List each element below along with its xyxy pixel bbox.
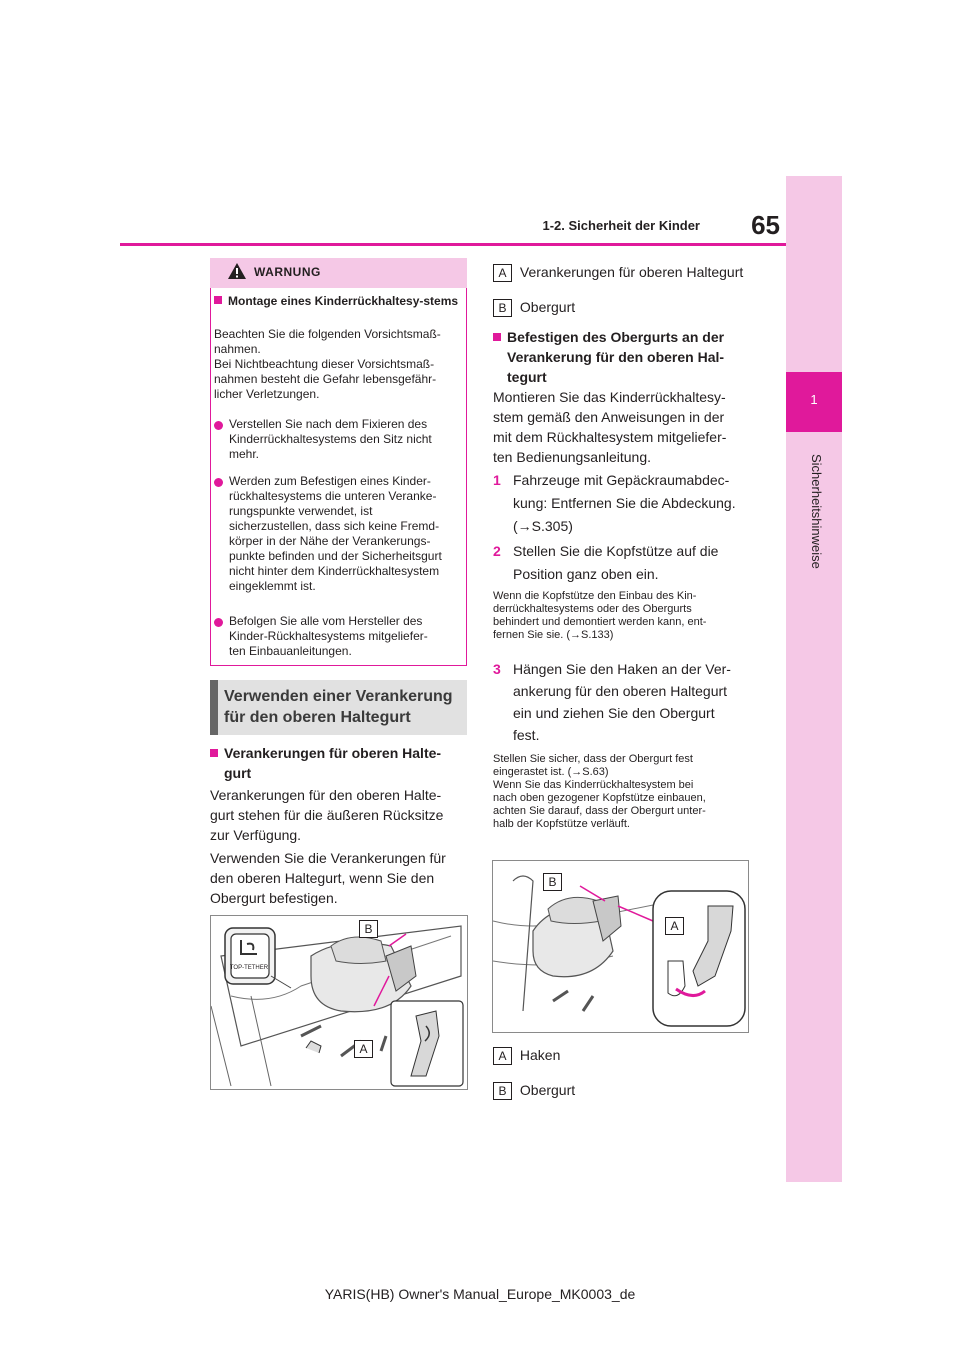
top-tether-icon-label: TOP-TETHER — [229, 965, 269, 971]
legend-item-a: A Verankerungen für oberen Haltegurt — [493, 262, 763, 282]
left-subhead: Verankerungen für oberen Halte- gurt — [210, 743, 470, 783]
warning-bullet-3: Befolgen Sie alle vom Hersteller des Kinder-Rückhaltesystems mitgeliefer- ten Einbauanleitungen. — [229, 614, 428, 658]
right-subhead: Befestigen des Obergurts an der Verankerung für den oberen Hal- tegurt — [493, 327, 765, 387]
step-3-note: Stellen Sie sicher, dass der Obergurt fest eingerastet ist. (→S.63) Wenn Sie das Kinderrückhaltesystem bei nach oben gezogener Kopfstütze einbauen, achten Sie darauf, dass der Obergurt unter- halb der Kopfstütze verläuft. — [493, 753, 706, 830]
warning-triangle-icon — [227, 262, 247, 280]
chapter-number: 1 — [810, 392, 818, 407]
step-3: 3 Hängen Sie den Haken an der Ver- ankerung für den oberen Haltegurt ein und ziehen Sie den Obergurt fest. — [493, 658, 765, 746]
figure-label-b: B — [543, 873, 562, 891]
warning-bullet-1: Verstellen Sie nach dem Fixieren des Kinderrückhaltesystems den Sitz nicht mehr. — [229, 417, 432, 461]
figure-label-b: B — [359, 920, 378, 938]
section-heading: Verwenden einer Verankerung für den oberen Haltegurt — [224, 688, 453, 726]
right-paragraph: Montieren Sie das Kinderrückhaltesy- stem gemäß den Anweisungen in der mit dem Rückhaltesystem mitgeliefer- ten Bedienungsanleitung. — [493, 389, 727, 465]
square-bullet-icon — [214, 296, 222, 304]
hook-illustration — [493, 861, 748, 1032]
legend-item-b: B Obergurt — [493, 1080, 763, 1100]
bullet-dot-icon — [214, 421, 223, 430]
step-2: 2 Stellen Sie die Kopfstütze auf die Position ganz oben ein. — [493, 540, 765, 586]
warning-header — [210, 258, 467, 288]
figure-label-a: A — [354, 1040, 373, 1058]
step-number: 3 — [493, 661, 501, 677]
warning-box — [210, 258, 467, 666]
bullet-dot-icon — [214, 478, 223, 487]
left-paragraph-2: Verwenden Sie die Verankerungen für den oberen Haltegurt, wenn Sie den Obergurt befestigen. — [210, 850, 446, 906]
legend-key-a: A — [493, 1047, 512, 1065]
square-bullet-icon — [210, 749, 218, 757]
figure-hook-attachment — [492, 860, 749, 1033]
left-paragraph-1: Verankerungen für den oberen Halte- gurt stehen für die äußeren Rücksitze zur Verfügung. — [210, 787, 444, 843]
chapter-title: Sicherheitshinweise — [809, 454, 824, 569]
header-rule — [120, 243, 786, 246]
legend-item-b: B Obergurt — [493, 297, 763, 317]
footer-doc-id: YARIS(HB) Owner's Manual_Europe_MK0003_de — [324, 1286, 636, 1302]
page-number: 65 — [751, 210, 780, 240]
warning-subhead: Montage eines Kinderrückhaltesy-stems — [214, 294, 464, 309]
legend-key-b: B — [493, 1082, 512, 1100]
step-1: 1 Fahrzeuge mit Gepäckraumabdec- kung: Entfernen Sie die Abdeckung. (→S.305) — [493, 469, 765, 538]
warning-intro: Beachten Sie die folgenden Vorsichtsmaß- nahmen. Bei Nichtbeachtung dieser Vorsichtsmaß- nahmen besteht die Gefahr lebensgefähr- licher Verletzungen. — [214, 327, 441, 401]
figure-label-a: A — [665, 917, 684, 935]
chapter-sidebar — [786, 176, 842, 1182]
section-heading-bar — [210, 680, 218, 735]
warning-bullet-2: Werden zum Befestigen eines Kinder- rückhaltesystems die unteren Veranke- rungspunkte verwendet, ist sicherzustellen, dass sich keine Fremd- körper in der Nähe der Verankerungs- punkte befinden und der Sicherheitsgurt nicht hinter dem Kinderrückhaltesystem eingeklemmt ist. — [229, 474, 442, 593]
bullet-dot-icon — [214, 618, 223, 627]
step-number: 2 — [493, 543, 501, 559]
step-number: 1 — [493, 472, 501, 488]
legend-key-a: A — [493, 264, 512, 282]
warning-title: WARNUNG — [254, 265, 321, 279]
section-title: 1-2. Sicherheit der Kinder — [542, 218, 700, 233]
legend-key-b: B — [493, 299, 512, 317]
step-2-note: Wenn die Kopfstütze den Einbau des Kin- derrückhaltesystems oder des Obergurts behindert und demontiert werden kann, ent- fernen Sie sie. (→S.133) — [493, 590, 707, 641]
square-bullet-icon — [493, 333, 501, 341]
legend-item-a: A Haken — [493, 1045, 763, 1065]
